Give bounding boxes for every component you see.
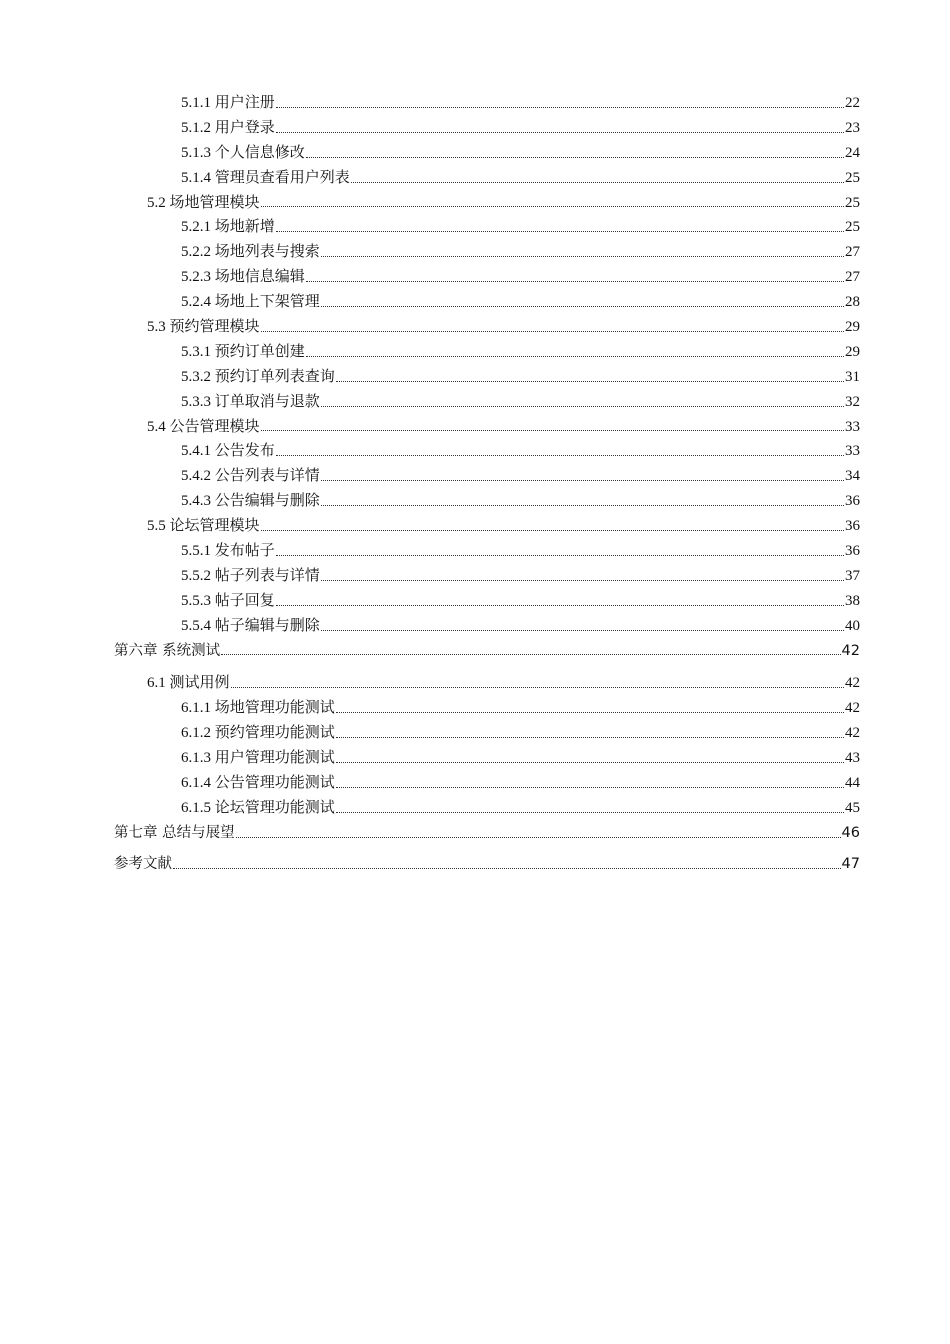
toc-entry-title: 5.5.4 帖子编辑与删除 [181,617,320,634]
toc-entry-title: 6.1.1 场地管理功能测试 [181,700,335,717]
toc-entry-title: 6.1.2 预约管理功能测试 [181,725,335,742]
toc-entry-title: 5.2.4 场地上下架管理 [181,294,320,311]
toc-entry-page-number: 42 [845,700,860,717]
toc-entry-title: 6.1 测试用例 [147,675,230,692]
toc-entry[interactable] [114,671,860,696]
toc-entry[interactable] [114,721,860,746]
toc-entry[interactable] [114,852,860,877]
dot-leader [306,156,844,158]
toc-entry-title: 5.3.3 订单取消与退款 [181,393,320,410]
dot-leader [231,686,844,688]
toc-entry[interactable] [114,696,860,721]
toc-entry-page-number: 33 [845,443,860,460]
dot-leader [276,230,844,232]
toc-entry[interactable] [114,639,860,664]
toc-entry-title: 5.5.2 帖子列表与详情 [181,567,320,584]
toc-entry-title: 5.2.3 场地信息编辑 [181,269,305,286]
dot-leader [261,529,844,531]
dot-leader [276,454,844,456]
toc-entry[interactable] [114,489,860,514]
dot-leader [261,205,844,207]
toc-entry[interactable] [114,215,860,240]
toc-entry-page-number: 28 [845,294,860,311]
toc-entry[interactable] [114,821,860,846]
toc-entry[interactable] [114,340,860,365]
dot-leader [336,786,844,788]
toc-entry[interactable] [114,564,860,589]
toc-entry[interactable] [114,116,860,141]
toc-entry[interactable] [114,589,860,614]
dot-leader [221,653,840,655]
toc-entry-title: 5.1.4 管理员查看用户列表 [181,169,350,186]
toc-entry[interactable] [114,265,860,290]
toc-entry-title: 第六章 系统测试 [114,642,221,659]
toc-entry-page-number: 42 [841,642,860,659]
toc-entry-title: 5.1.2 用户登录 [181,119,275,136]
dot-leader [321,405,844,407]
dot-leader [276,106,844,108]
dot-leader [321,579,844,581]
toc-entry-page-number: 29 [845,343,860,360]
toc-entry-title: 5.1.3 个人信息修改 [181,144,305,161]
toc-entry[interactable] [114,614,860,639]
toc-entry[interactable] [114,240,860,265]
toc-entry[interactable] [114,166,860,191]
toc-entry-page-number: 45 [845,799,860,816]
toc-entry-title: 5.3.2 预约订单列表查询 [181,368,335,385]
toc-entry-title: 5.5.1 发布帖子 [181,543,275,560]
toc-entry-page-number: 27 [845,244,860,261]
dot-leader [321,504,844,506]
dot-leader [276,554,844,556]
toc-entry-page-number: 43 [845,750,860,767]
toc-entry-title: 6.1.4 公告管理功能测试 [181,775,335,792]
dot-leader [321,255,844,257]
toc-entry-title: 5.3.1 预约订单创建 [181,343,305,360]
toc-entry[interactable] [114,191,860,216]
dot-leader [336,736,844,738]
toc-entry-title: 5.2.2 场地列表与搜索 [181,244,320,261]
toc-entry-title: 5.4.1 公告发布 [181,443,275,460]
toc-entry-page-number: 44 [845,775,860,792]
dot-leader [321,479,844,481]
toc-entry-title: 5.3 预约管理模块 [147,319,260,336]
toc-entry-page-number: 24 [845,144,860,161]
toc-entry-page-number: 33 [845,418,860,435]
toc-entry-page-number: 36 [845,518,860,535]
toc-entry-title: 第七章 总结与展望 [114,824,235,841]
toc-entry-page-number: 46 [841,824,860,841]
toc-entry-title: 5.5 论坛管理模块 [147,518,260,535]
toc-entry-page-number: 42 [845,725,860,742]
toc-entry[interactable] [114,141,860,166]
toc-entry[interactable] [114,315,860,340]
dot-leader [321,305,844,307]
toc-entry-title: 5.2.1 场地新增 [181,219,275,236]
toc-entry-title: 5.2 场地管理模块 [147,194,260,211]
dot-leader [236,836,841,838]
toc-entry-page-number: 23 [845,119,860,136]
dot-leader [306,280,844,282]
toc-entry[interactable] [114,390,860,415]
toc-entry[interactable] [114,464,860,489]
toc-entry-page-number: 32 [845,393,860,410]
toc-entry[interactable] [114,91,860,116]
toc-entry-page-number: 29 [845,319,860,336]
dot-leader [336,811,844,813]
toc-entry-page-number: 25 [845,194,860,211]
table-of-contents [114,91,860,877]
toc-entry[interactable] [114,539,860,564]
toc-entry-page-number: 25 [845,219,860,236]
toc-entry[interactable] [114,290,860,315]
toc-entry-title: 参考文献 [114,855,172,872]
dot-leader [261,330,844,332]
toc-entry-page-number: 25 [845,169,860,186]
dot-leader [336,380,844,382]
toc-entry-page-number: 31 [845,368,860,385]
toc-entry-title: 6.1.5 论坛管理功能测试 [181,799,335,816]
toc-entry-page-number: 37 [845,567,860,584]
toc-entry-page-number: 38 [845,592,860,609]
toc-entry[interactable] [114,796,860,821]
toc-entry-page-number: 34 [845,468,860,485]
toc-entry-page-number: 42 [845,675,860,692]
dot-leader [276,131,844,133]
toc-entry[interactable] [114,771,860,796]
dot-leader [276,604,844,606]
toc-entry[interactable] [114,365,860,390]
toc-entry-title: 5.4 公告管理模块 [147,418,260,435]
toc-entry-page-number: 27 [845,269,860,286]
dot-leader [321,629,844,631]
toc-entry[interactable] [114,746,860,771]
toc-entry-page-number: 47 [841,855,860,872]
toc-entry-page-number: 22 [845,95,860,111]
toc-entry-title: 5.4.2 公告列表与详情 [181,468,320,485]
toc-entry-page-number: 40 [845,617,860,634]
dot-leader [261,429,844,431]
toc-entry-title: 5.1.1 用户注册 [181,95,275,111]
toc-entry-title: 6.1.3 用户管理功能测试 [181,750,335,767]
dot-leader [173,867,841,869]
toc-entry-title: 5.5.3 帖子回复 [181,592,275,609]
dot-leader [351,181,844,183]
toc-entry-title: 5.4.3 公告编辑与删除 [181,493,320,510]
dot-leader [306,355,844,357]
toc-entry-page-number: 36 [845,543,860,560]
toc-entry[interactable] [114,514,860,539]
toc-entry-page-number: 36 [845,493,860,510]
dot-leader [336,761,844,763]
toc-entry[interactable] [114,415,860,440]
dot-leader [336,711,844,713]
toc-entry[interactable] [114,439,860,464]
